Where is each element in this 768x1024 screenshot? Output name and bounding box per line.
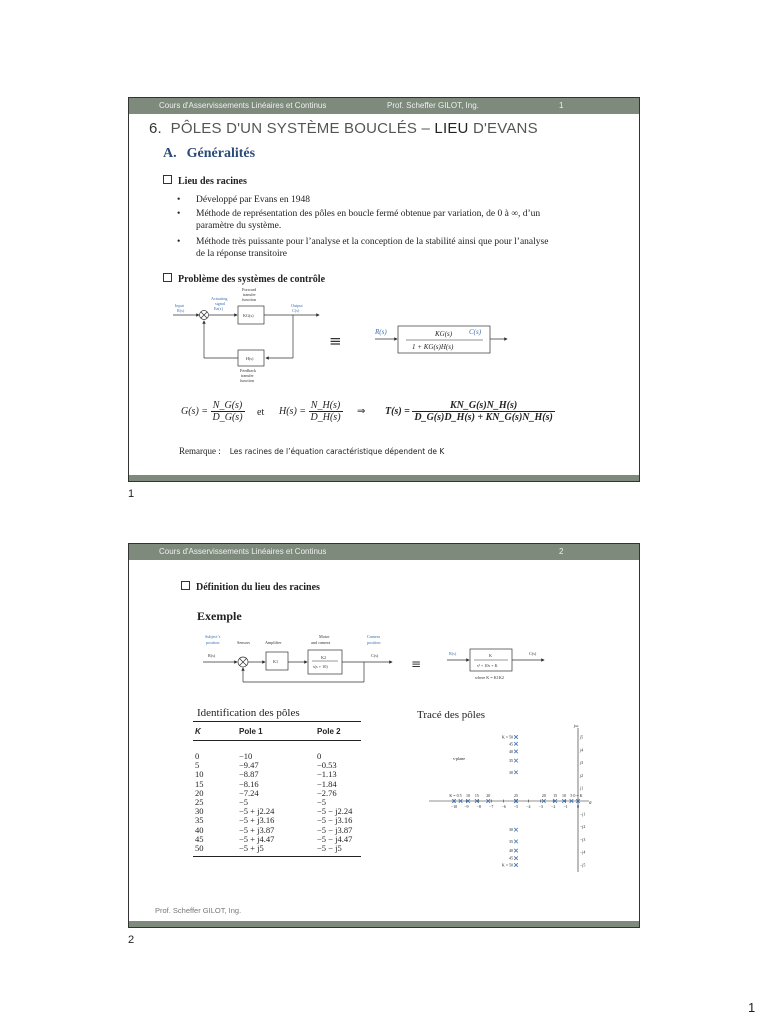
- pole-marker: [514, 840, 518, 844]
- splane-label: s-plane: [453, 756, 466, 761]
- svg-text:Subject’s: Subject’s: [205, 634, 221, 639]
- checkbox-square-icon: [163, 175, 172, 184]
- table-row: [193, 844, 361, 853]
- svg-text:Sensors: Sensors: [237, 640, 251, 645]
- document-page-number: 1: [748, 1000, 756, 1015]
- input-label: Input: [175, 303, 184, 308]
- slide-footer-bar: [129, 921, 639, 927]
- k-label: 10: [561, 793, 566, 798]
- y-tick-label: j5: [580, 734, 584, 740]
- pole-marker: [514, 856, 518, 860]
- k-label: 30: [509, 827, 513, 833]
- y-tick-label: −j1: [580, 811, 586, 817]
- slide-header: [129, 98, 639, 114]
- table-cell: 30: [195, 806, 204, 817]
- slide-header: [129, 544, 639, 560]
- lieu-heading: Lieu des racines: [163, 175, 247, 187]
- equation-h: H(s) = $\frac{N\_H(s)}{D\_H(s)}$: [279, 400, 341, 423]
- output-label: Output: [291, 303, 303, 308]
- equivalence-sign: ≡: [329, 332, 342, 350]
- checkbox-square-icon: [181, 581, 190, 590]
- control-system-diagram: [169, 288, 509, 388]
- svg-text:R(s): R(s): [177, 308, 185, 313]
- y-tick-label: −j2: [580, 824, 586, 830]
- svg-text:Amplifier: Amplifier: [265, 640, 282, 645]
- k-label: K = 0: [449, 793, 459, 798]
- k-label: 35: [509, 838, 513, 844]
- et-word: et: [257, 407, 265, 418]
- svg-text:position: position: [206, 640, 220, 645]
- pole-marker: [514, 759, 518, 763]
- table-cell: −5 − j2.24: [317, 806, 353, 817]
- svg-text:H(s): H(s): [246, 356, 254, 361]
- x-tick-label: −9: [464, 804, 469, 809]
- table-cell: −5 + j5: [239, 842, 264, 853]
- pole-marker: [514, 735, 518, 739]
- table-cell: −10: [239, 751, 253, 761]
- equation-t: T(s) = $\frac{KN\_G(s)N\_H(s)}{D\_G(s)D\_H(s) + KN\_G(s)N\_H(s)}$: [385, 400, 553, 423]
- pole-marker: [514, 771, 518, 775]
- slide-number: 2: [559, 547, 564, 556]
- svg-text:Motor: Motor: [319, 634, 330, 639]
- definition-heading: Définition du lieu des racines: [181, 581, 320, 593]
- actuating-label: Actuating: [211, 296, 228, 301]
- pole-marker: [514, 742, 518, 746]
- checkbox-square-icon: [163, 273, 172, 282]
- slide-2: [128, 543, 640, 928]
- svg-text:function: function: [240, 378, 254, 383]
- y-tick-label: −j4: [580, 849, 586, 855]
- slide-1: Cours d'Asservissements Linéaires et Continus Prof. Scheffer GILOT, Ing. 1 6. PÔLES D'UN SYSTÈME BOUCLÉS – LIEU D'EVANS A. Généralités Lieu des racines • Développé par Evans en 1948 • Méthode de représentation des pôles en boucle fermé obtenue par variation, de 0 à ∞, d’un paramètre du système. • Méthode très puissante pour l’analyse et la conception de la stabilité ainsi que pour l’analyse de la réponse transitoire Problème des systèmes de contrôle Input R(s) Actuating signal Ea(s) Forward transfer function KG(s) Output C(s) H(s) Feedback transfer function ≡ R(s) KG(s) 1 + KG(s)H(s) C(s) G(s) = $\frac{N\_G(s)}{D\_G(s)}$ et H(s) = $\frac{N\_H(s)}{D\_H(s)}$ ⇒ T(s) = $\frac{KN\_G(s)N\_H(s)}{D\_G(s)D\_H(s) + KN\_G(s)N\_H(s)}$ Remarque : Les racines de l’équation caractéristique dépendent de K: [128, 97, 640, 482]
- feedback-label: Feedback: [240, 368, 257, 373]
- x-tick-label: −7: [489, 804, 494, 809]
- x-tick-label: 0: [577, 804, 579, 809]
- table-cell: 40: [195, 824, 204, 835]
- k-label: 0 = K: [573, 793, 583, 798]
- slide-1-page-label: 1: [128, 488, 135, 500]
- motor-block: [308, 650, 342, 674]
- table-cell: −5 − j5: [317, 842, 342, 853]
- jw-label: jω: [574, 723, 579, 728]
- pole-marker: [514, 750, 518, 754]
- svg-text:Ea(s): Ea(s): [214, 306, 223, 311]
- course-title: Cours d'Asservissements Linéaires et Continus: [159, 101, 327, 110]
- slide-2-page-label: 2: [128, 934, 135, 946]
- remarque: Remarque : Les racines de l’équation caractéristique dépendent de K: [179, 446, 445, 456]
- table-cell: −9.47: [239, 760, 259, 771]
- k-label: 10: [466, 793, 471, 798]
- table-body: [193, 752, 361, 853]
- y-tick-label: j3: [580, 760, 584, 766]
- svg-text:transfer: transfer: [241, 373, 254, 378]
- equation-g: G(s) = $\frac{N\_G(s)}{D\_G(s)}$: [181, 400, 243, 423]
- x-tick-label: −8: [476, 804, 481, 809]
- k-label: 20: [486, 793, 491, 798]
- k-label: 15: [553, 793, 558, 798]
- table-cell: −8.16: [239, 778, 259, 789]
- equivalence-sign: ≡: [411, 657, 422, 671]
- table-row: [193, 789, 361, 798]
- svg-text:Camera: Camera: [367, 634, 381, 639]
- table-cell: 15: [195, 778, 204, 789]
- table-cell: −7.24: [239, 787, 259, 798]
- table-cell: 5: [195, 760, 200, 771]
- pole-marker: [514, 863, 518, 867]
- k-label: K = 50: [501, 862, 513, 868]
- table-cell: 0: [317, 751, 322, 761]
- trace-title: Tracé des pôles: [417, 709, 486, 721]
- table-cell: −5: [239, 796, 249, 807]
- svg-text:K1: K1: [273, 659, 279, 664]
- svg-text:signal: signal: [215, 301, 226, 306]
- k-label: 15: [474, 793, 479, 798]
- svg-text:function: function: [242, 297, 256, 302]
- k-label: 5: [570, 793, 573, 798]
- svg-text:C(s): C(s): [529, 651, 537, 656]
- k-label: 35: [509, 758, 513, 764]
- k-label: K = 50: [501, 734, 513, 740]
- table-cell: −1.13: [317, 769, 337, 780]
- k-label: 20: [541, 793, 546, 798]
- svg-text:where K = K1K2: where K = K1K2: [475, 675, 504, 680]
- table-cell: 0: [195, 751, 200, 761]
- sigma-label: σ: [589, 801, 592, 806]
- implies-sign: ⇒: [357, 406, 366, 417]
- table-cell: 50: [195, 842, 204, 853]
- root-locus-plot: [421, 722, 596, 872]
- x-tick-label: −6: [501, 804, 506, 809]
- table-cell: −0.53: [317, 760, 337, 771]
- section-heading: A. Généralités: [163, 146, 256, 161]
- svg-text:R(s): R(s): [208, 653, 216, 658]
- poles-table: [193, 721, 361, 857]
- table-cell: −5 − j3.87: [317, 824, 353, 835]
- slide-footer-bar: [129, 475, 639, 481]
- k-label: 40: [509, 748, 513, 754]
- svg-text:s² + 10s + K: s² + 10s + K: [477, 663, 498, 668]
- k-label: 25: [514, 793, 518, 798]
- x-tick-label: −2: [551, 804, 556, 809]
- table-cell: 45: [195, 833, 204, 844]
- svg-text:s(s + 10): s(s + 10): [313, 664, 328, 669]
- slide-title: 6. PÔLES D'UN SYSTÈME BOUCLÉS – LIEU D'EVANS: [149, 120, 538, 137]
- table-cell: −1.84: [317, 778, 337, 789]
- y-tick-label: −j5: [580, 862, 586, 868]
- pole-marker: [514, 849, 518, 853]
- y-tick-label: j1: [580, 785, 584, 791]
- camera-system-diagram: [199, 630, 549, 690]
- table-cell: −5 + j3.87: [239, 824, 275, 835]
- y-tick-label: j2: [580, 772, 584, 778]
- svg-text:C(s): C(s): [292, 308, 300, 313]
- table-cell: 25: [195, 796, 204, 807]
- exemple-title: Exemple: [197, 609, 242, 623]
- forward-label: Forward: [242, 288, 257, 292]
- svg-text:transfer: transfer: [243, 292, 256, 297]
- table-cell: 20: [195, 787, 204, 798]
- k-label: 45: [509, 741, 513, 747]
- pole-marker: [514, 828, 518, 832]
- table-cell: 35: [195, 815, 204, 826]
- table-cell: 10: [195, 769, 204, 780]
- k-label: 30: [509, 769, 513, 775]
- table-cell: −5 + j2.24: [239, 806, 275, 817]
- table-cell: −5 + j3.16: [239, 815, 275, 826]
- table-cell: −5 − j3.16: [317, 815, 353, 826]
- table-cell: −2.76: [317, 787, 337, 798]
- probleme-heading: Problème des systèmes de contrôle: [163, 273, 325, 285]
- table-cell: −5: [317, 796, 327, 807]
- svg-text:R(s): R(s): [375, 328, 387, 336]
- x-tick-label: −5: [513, 804, 519, 809]
- svg-text:1 + KG(s)H(s): 1 + KG(s)H(s): [412, 343, 454, 351]
- svg-text:C(s): C(s): [469, 328, 482, 336]
- course-title: Cours d'Asservissements Linéaires et Continus: [159, 547, 327, 556]
- svg-text:R(s): R(s): [449, 651, 457, 656]
- x-tick-label: −10: [450, 804, 458, 809]
- svg-text:and camera: and camera: [311, 640, 331, 645]
- table-cell: −5 + j4.47: [239, 833, 275, 844]
- svg-text:K: K: [489, 653, 493, 658]
- svg-text:KG(s): KG(s): [243, 313, 254, 318]
- svg-text:KG(s): KG(s): [435, 330, 453, 338]
- k-label: 45: [509, 855, 513, 861]
- slide-number: 1: [559, 101, 564, 110]
- table-cell: −8.87: [239, 769, 259, 780]
- author-name: Prof. Scheffer GILOT, Ing.: [387, 101, 479, 110]
- y-tick-label: −j3: [580, 836, 586, 842]
- table-header: K Pole 1 Pole 2: [193, 722, 361, 741]
- x-tick-label: −3: [538, 804, 543, 809]
- svg-text:C(s): C(s): [371, 653, 379, 658]
- k-label: 40: [509, 848, 513, 854]
- x-tick-label: −4: [526, 804, 531, 809]
- x-tick-label: −1: [563, 804, 568, 809]
- svg-text:K2: K2: [321, 655, 327, 660]
- y-tick-label: j4: [580, 747, 584, 753]
- table-cell: −5 − j4.47: [317, 833, 353, 844]
- svg-text:position: position: [367, 640, 381, 645]
- k-label: 5: [459, 793, 462, 798]
- footer-author: Prof. Scheffer GILOT, Ing.: [155, 906, 242, 915]
- identification-title: Identification des pôles: [197, 707, 300, 719]
